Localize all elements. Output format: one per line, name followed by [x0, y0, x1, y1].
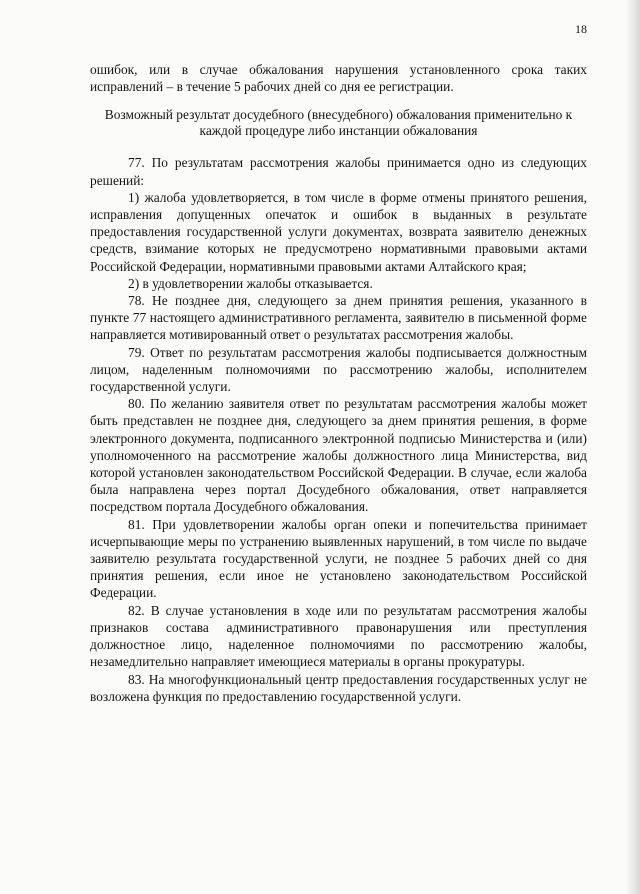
- paragraph-83: 83. На многофункциональный центр предоставления государственных услуг не возложена функция по предоставлению государственной услуги.: [90, 671, 587, 704]
- paragraph-81: 81. При удовлетворении жалобы орган опеки и попечительства принимает исчерпывающие меры по устранению выявленных нарушений, в том числе по выдаче заявителю результата государственной услуги, не позднее 5 рабочих дней со дня принятия решения, если иное не установлено законодательством Российской Федерации.: [90, 516, 587, 601]
- paragraph-82: 82. В случае установления в ходе или по результатам рассмотрения жалобы признаков состава административного правонарушения или преступления должностное лицо, наделенное полномочиями по рассмотрению жалобы, незамедлительно направляет имеющиеся материалы в органы прокуратуры.: [90, 602, 587, 670]
- paragraph-77-item-1: 1) жалоба удовлетворяется, в том числе в форме отмены принятого решения, исправления допущенных опечаток и ошибок в выданных в результате предоставления государственной услуги документах, возврата заявителю денежных средств, взимание которых не предусмотрено нормативными правовыми актами Российской Федерации, нормативными правовыми актами Алтайского края;: [90, 189, 587, 274]
- paragraph-78: 78. Не позднее дня, следующего за днем принятия решения, указанного в пункте 77 настоящего административного регламента, заявителю в письменной форме направляется мотивированный ответ о результатах рассмотрения жалобы.: [90, 293, 587, 343]
- paragraph-77: 77. По результатам рассмотрения жалобы принимается одно из следующих решений:: [90, 155, 587, 188]
- paragraph-79: 79. Ответ по результатам рассмотрения жалобы подписывается должностным лицом, наделенным полномочиями по рассмотрению жалобы, исполнителем государственной услуги.: [90, 344, 587, 395]
- paragraph-77-item-2: 2) в удовлетворении жалобы отказывается.: [128, 275, 373, 291]
- section-heading: Возможный результат досудебного (внесудебного) обжалования применительно к каждой процедуре либо инстанции обжалования: [104, 107, 573, 139]
- paragraph-80: 80. По желанию заявителя ответ по результатам рассмотрения жалобы может быть представлен не позднее дня, следующего за днем принятия решения, в форме электронного документа, подписанного электронной подписью Министерства и (или) уполномоченного на рассмотрение жалобы должностного лица Министерства, вид которой установлен законодательством Российской Федерации. В случае, если жалоба была направлена через портал Досудебного обжалования, ответ направляется посредством портала Досудебного обжалования.: [90, 396, 587, 515]
- paragraph-continuation: ошибок, или в случае обжалования нарушения установленного срока таких исправлений – в течение 5 рабочих дней со дня ее регистрации.: [90, 62, 587, 95]
- scan-shadow-edge: [626, 0, 640, 894]
- document-body: [90, 61, 587, 705]
- page-number: 18: [575, 22, 587, 36]
